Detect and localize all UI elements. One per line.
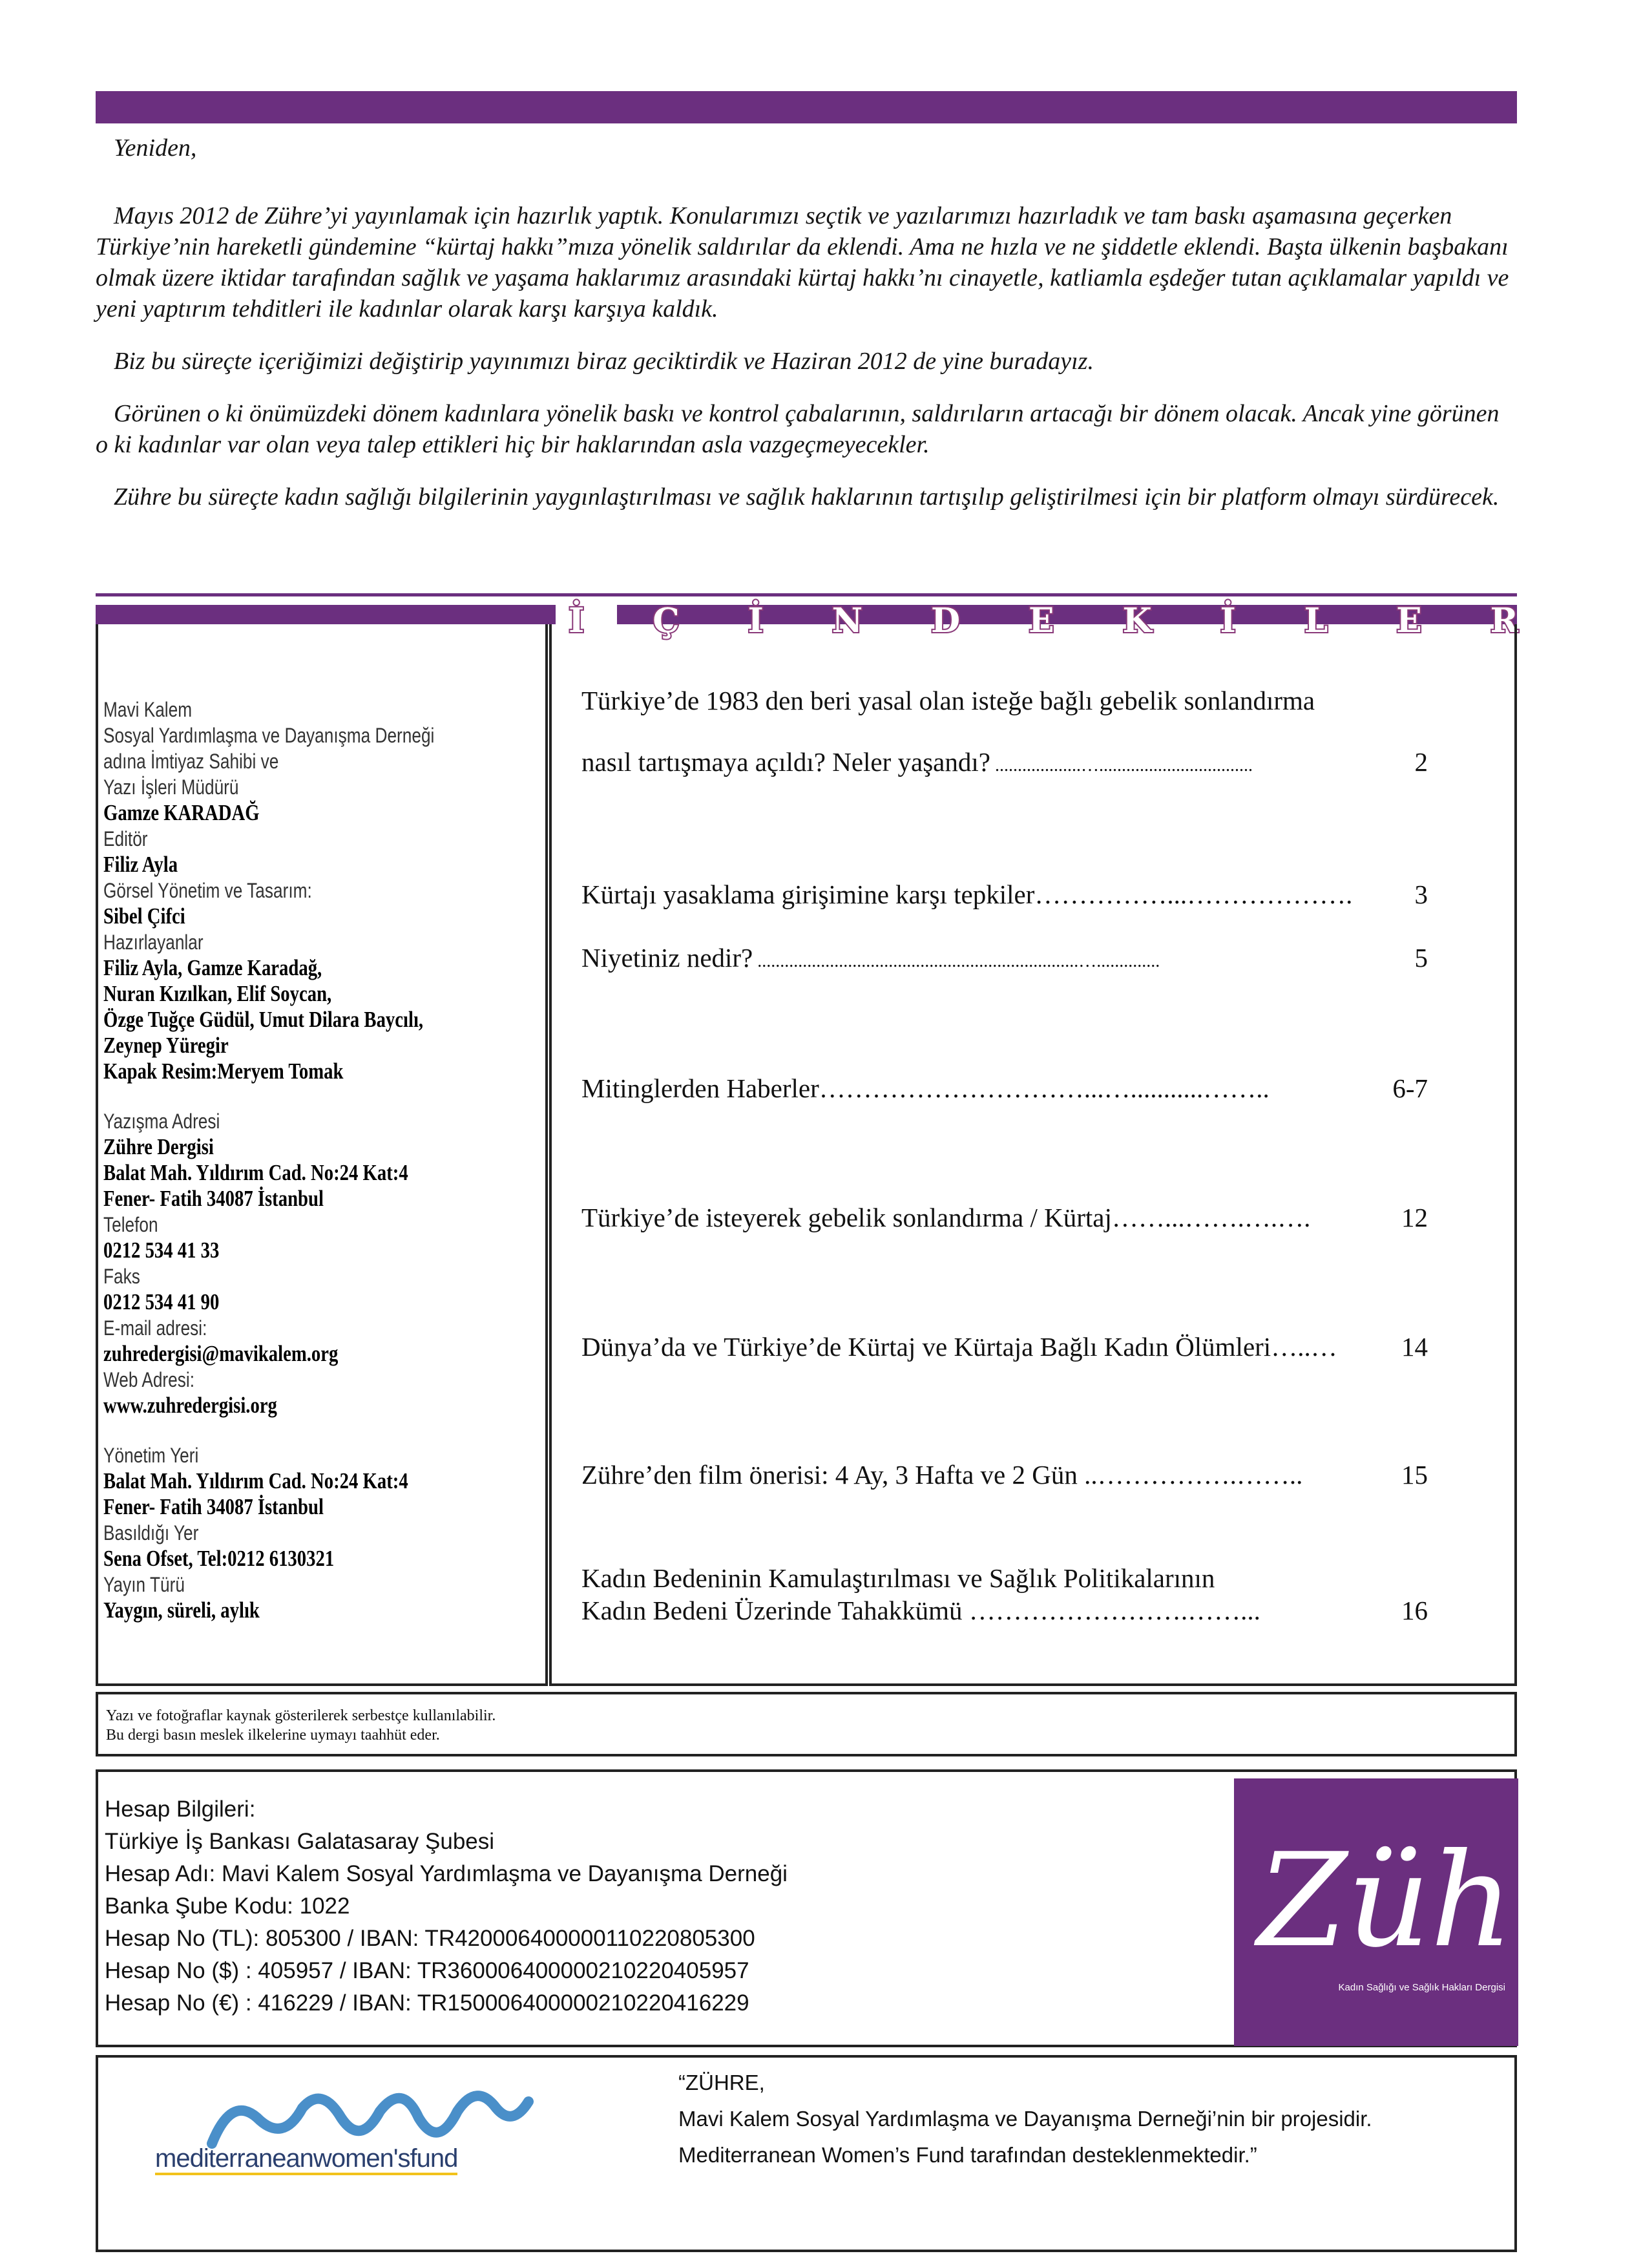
toc-heading-letter: İ — [748, 601, 764, 640]
mwf-wordmark-text: mediterraneanwomen'sfund — [155, 2144, 457, 2175]
imprint-value: Kapak Resim:Meryem Tomak — [103, 1059, 344, 1084]
project-line: Mavi Kalem Sosyal Yardımlaşma ve Dayanışma Derneği’nin bir projesidir. — [678, 2107, 1372, 2131]
toc-heading-letter: D — [931, 601, 961, 640]
imprint-label: adına İmtiyaz Sahibi ve — [103, 750, 279, 773]
toc-entry[interactable] — [581, 1563, 1428, 1594]
imprint-label: Mavi Kalem — [103, 698, 193, 721]
toc-entry-title: Kürtajı yasaklama girişimine karşı tepkiler — [581, 880, 1035, 909]
toc-leader-dots: …..… — [1271, 1332, 1337, 1362]
toc-box — [549, 624, 1517, 1686]
toc-leader-dots: .......................................................................….............. — [753, 951, 1160, 971]
toc-entry-title: Kadın Bedeni Üzerinde Tahakkümü — [581, 1596, 963, 1625]
imprint-value: Filiz Ayla, Gamze Karadağ, — [103, 955, 322, 980]
intro-paragraph-1: Mayıs 2012 de Zühre’yi yayınlamak için hazırlık yaptık. Konularımızı seçtik ve yazılarımızı hazırladık ve tam baskı aşamasına geçerken Türkiye’nin hareketli gündemine “kürtaj hakkı”mıza yönelik saldırılar da eklendi. Ama ne hızla ve ne şiddetle eklendi. Başta ülkenin başbakanı olmak üzere iktidar tarafından sağlık ve yaşama haklarımız arasındaki kürtaj hakkı’nı cinayetle, katliamla eşdeğer tutan açıklamalar yapıldı ve yeni yaptırım tehditleri ile kadınlar olarak karşı karşıya kaldık. — [96, 202, 1509, 322]
toc-page-number: 14 — [1401, 1332, 1428, 1362]
toc-page-number: 16 — [1401, 1596, 1428, 1625]
toc-heading-letter: Ç — [653, 601, 680, 640]
imprint-value: Filiz Ayla — [103, 852, 178, 877]
bank-title: Hesap Bilgileri: — [105, 1797, 256, 1822]
email-value[interactable]: zuhredergisi@mavikalem.org — [103, 1341, 339, 1366]
toc-entry[interactable] — [581, 1202, 1428, 1233]
imprint-value: 0212 534 41 90 — [103, 1289, 220, 1314]
toc-page-number: 12 — [1401, 1203, 1428, 1232]
imprint-value: 0212 534 41 33 — [103, 1238, 220, 1263]
website-value[interactable]: www.zuhredergisi.org — [103, 1393, 277, 1418]
project-line: Mediterranean Women’s Fund tarafından desteklenmektedir.” — [678, 2143, 1257, 2167]
imprint-value: Özge Tuğçe Güdül, Umut Dilara Baycılı, — [103, 1007, 424, 1032]
toc-entry[interactable] — [581, 1595, 1428, 1626]
toc-entry[interactable] — [581, 685, 1428, 716]
imprint-value: Zühre Dergisi — [103, 1134, 214, 1159]
imprint — [103, 697, 543, 1623]
toc-entry-title: Dünya’da ve Türkiye’de Kürtaj ve Kürtaja Bağlı Kadın Ölümleri — [581, 1332, 1271, 1362]
toc-entry-title: Zühre’den film önerisi: 4 Ay, 3 Hafta ve 2 Gün — [581, 1460, 1078, 1490]
toc-page-number: 3 — [1414, 880, 1428, 909]
imprint-value: Nuran Kızılkan, Elif Soycan, — [103, 981, 332, 1006]
imprint-value: Gamze KARADAĞ — [103, 800, 260, 825]
imprint-label: Hazırlayanlar — [103, 931, 204, 954]
usage-note-box — [96, 1692, 1517, 1756]
toc-entry[interactable] — [581, 746, 1428, 777]
toc-leader-dots: ……………...………………. — [1034, 880, 1353, 909]
mwf-wordmark — [155, 2144, 457, 2173]
bank-account-name: Hesap Adı: Mavi Kalem Sosyal Yardımlaşma ve Dayanışma Derneği — [105, 1861, 788, 1886]
imprint-value: Sibel Çifci — [103, 903, 185, 929]
toc-entry-title: Türkiye’de 1983 den beri yasal olan isteğe bağlı gebelik sonlandırma — [581, 686, 1315, 715]
usage-note-line: Bu dergi basın meslek ilkelerine uymayı taahhüt eder. — [106, 1727, 440, 1744]
bank-account-usd: Hesap No ($) : 405957 / IBAN: TR360006400000210220405957 — [105, 1958, 749, 1983]
mwf-wave-icon — [212, 2096, 528, 2144]
bank-branch-code: Banka Şube Kodu: 1022 — [105, 1893, 350, 1919]
zuhre-logo-tagline: Kadın Sağlığı ve Sağlık Hakları Dergisi — [1338, 1982, 1505, 1993]
imprint-label: Faks — [103, 1265, 140, 1288]
toc-page-number: 5 — [1414, 943, 1428, 973]
toc-leader-dots: ...................….................................. — [990, 755, 1253, 775]
imprint-label: Görsel Yönetim ve Tasarım: — [103, 879, 312, 902]
left-column-header-bar — [96, 605, 556, 624]
project-line: “ZÜHRE, — [678, 2071, 765, 2094]
toc-heading-letter: N — [831, 601, 863, 640]
toc-entry-title: nasıl tartışmaya açıldı? Neler yaşandı? — [581, 747, 990, 777]
intro-paragraph-2: Biz bu süreçte içeriğimizi değiştirip yayınımızı biraz geciktirdik ve Haziran 2012 de yine buradayız. — [114, 348, 1094, 375]
imprint-label: Yazı İşleri Müdürü — [103, 775, 239, 799]
toc-entry[interactable] — [581, 1331, 1428, 1362]
imprint-label: Yönetim Yeri — [103, 1444, 199, 1467]
toc-leader-dots: …………………………...…...........…….. — [819, 1073, 1270, 1103]
imprint-value: Fener- Fatih 34087 İstanbul — [103, 1186, 324, 1211]
imprint-label: Basıldığı Yer — [103, 1521, 199, 1545]
zuhre-logo-wordmark: Zühre — [1257, 1826, 1652, 1976]
toc-page-number: 15 — [1401, 1460, 1428, 1490]
toc-entry[interactable] — [581, 879, 1428, 910]
toc-entry-title: Mitinglerden Haberler — [581, 1073, 819, 1103]
toc-heading-letter: İ — [1220, 601, 1236, 640]
bank-info — [105, 1793, 788, 2019]
imprint-value: Balat Mah. Yıldırım Cad. No:24 Kat:4 — [103, 1468, 408, 1493]
toc-heading-letter: E — [1028, 601, 1054, 640]
project-statement — [678, 2065, 1372, 2173]
imprint-label: Web Adresi: — [103, 1368, 194, 1391]
bank-account-eur: Hesap No (€) : 416229 / IBAN: TR150006400000210220416229 — [105, 1990, 749, 2016]
toc-entry[interactable] — [581, 1459, 1428, 1490]
imprint-value: Sena Ofset, Tel:0212 6130321 — [103, 1546, 335, 1571]
imprint-label: E-mail adresi: — [103, 1316, 207, 1340]
intro-paragraph-4: Zühre bu süreçte kadın sağlığı bilgilerinin yaygınlaştırılması ve sağlık haklarının tartışılıp geliştirilmesi için bir platform olmayı sürdürecek. — [114, 483, 1500, 511]
section-divider — [96, 593, 1517, 596]
toc-page-number: 6-7 — [1392, 1073, 1428, 1103]
toc-entry[interactable] — [581, 942, 1428, 973]
imprint-value: Zeynep Yüregir — [103, 1033, 229, 1058]
zuhre-logo — [1234, 1778, 1652, 2046]
imprint-label: Telefon — [103, 1213, 158, 1236]
imprint-value: Yaygın, süreli, aylık — [103, 1597, 260, 1623]
toc-leader-dots: …………………….……... — [962, 1596, 1260, 1625]
imprint-value: Balat Mah. Yıldırım Cad. No:24 Kat:4 — [103, 1160, 408, 1185]
toc-heading-letter: R — [1490, 601, 1518, 640]
toc-page-number: 2 — [1414, 747, 1428, 777]
editorial-intro — [96, 132, 1517, 534]
toc-entry-title: Türkiye’de isteyerek gebelik sonlandırma / Kürtaj — [581, 1203, 1112, 1232]
toc-heading-letter: L — [1304, 601, 1328, 640]
imprint-label: Yazışma Adresi — [103, 1110, 220, 1133]
toc-heading-letter: E — [1396, 601, 1422, 640]
imprint-label: Yayın Türü — [103, 1573, 185, 1596]
intro-paragraph-3: Görünen o ki önümüzdeki dönem kadınlara yönelik baskı ve kontrol çabalarının, saldırıların artacağı bir dönem olacak. Ancak yine görünen o ki kadınlar var olan veya talep ettikleri hiç bir haklarından asla vazgeçmeyecekler. — [96, 400, 1500, 458]
toc-entry-title: Kadın Bedeninin Kamulaştırılması ve Sağlık Politikalarının — [581, 1563, 1215, 1593]
imprint-label: Editör — [103, 827, 148, 850]
bank-branch: Türkiye İş Bankası Galatasaray Şubesi — [105, 1829, 495, 1854]
imprint-label: Sosyal Yardımlaşma ve Dayanışma Derneği — [103, 724, 435, 747]
toc-entry[interactable] — [581, 1073, 1428, 1104]
bank-account-tl: Hesap No (TL): 805300 / IBAN: TR420006400000110220805300 — [105, 1926, 755, 1951]
toc-leader-dots: ……...…….….…. — [1111, 1203, 1311, 1232]
toc-leader-dots: ..…………….…….. — [1077, 1460, 1303, 1490]
intro-greeting: Yeniden, — [114, 134, 197, 162]
toc-heading-letter: K — [1122, 601, 1152, 640]
imprint-value: Fener- Fatih 34087 İstanbul — [103, 1494, 324, 1519]
toc-heading-letter: İ — [569, 601, 585, 640]
toc-entry-title: Niyetiniz nedir? — [581, 943, 753, 973]
top-accent-bar — [96, 91, 1517, 123]
usage-note-line: Yazı ve fotoğraflar kaynak gösterilerek serbestçe kullanılabilir. — [106, 1707, 496, 1724]
